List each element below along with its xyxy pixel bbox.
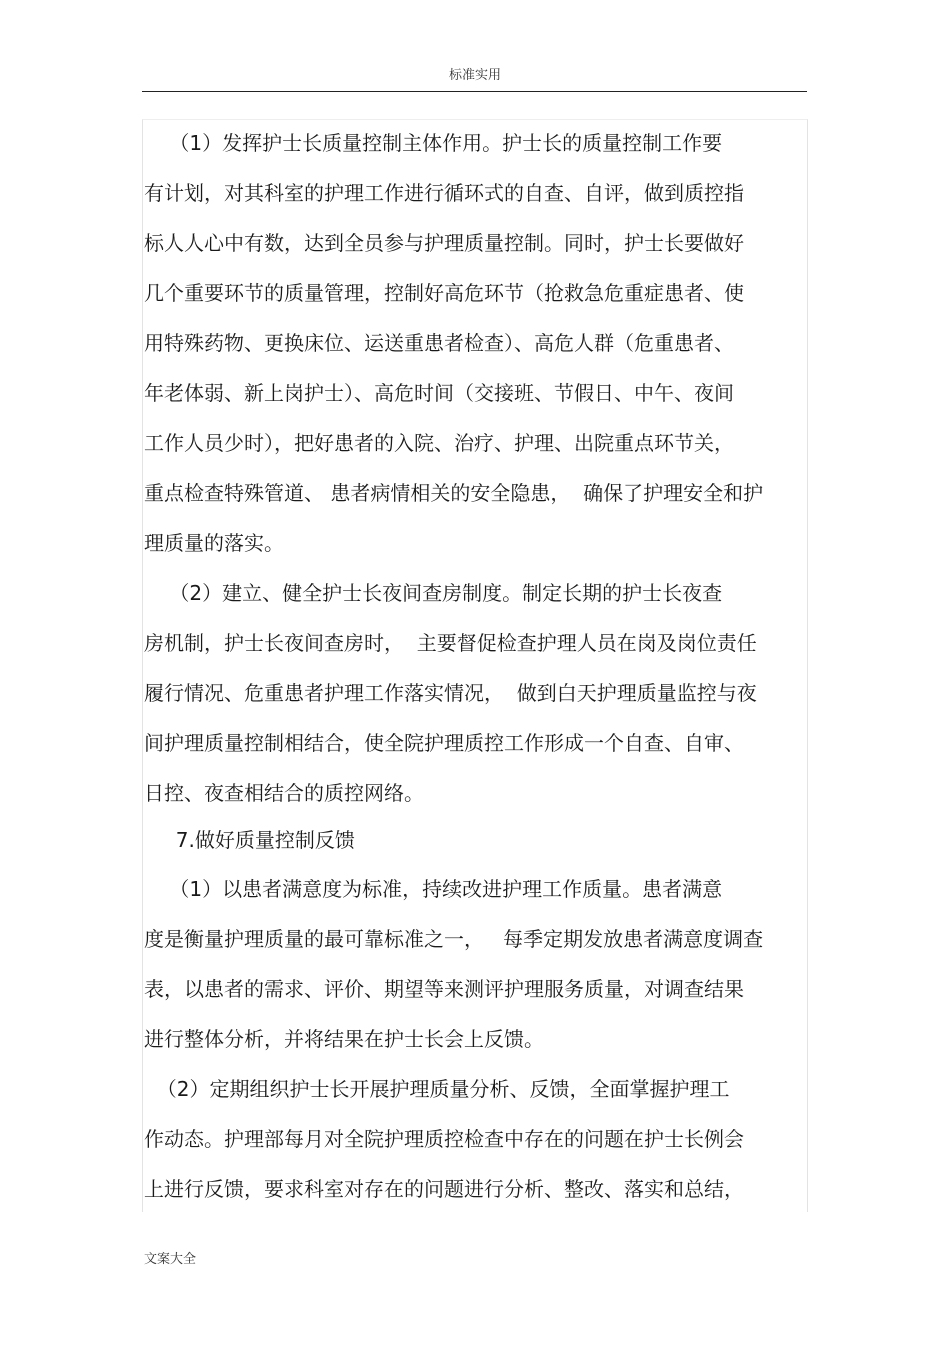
body-line: （2）定期组织护士长开展护理质量分析、反馈，全面掌握护理工 xyxy=(144,1077,730,1101)
page-footer: 文案大全 xyxy=(144,1252,197,1267)
body-line: 标人人心中有数，达到全员参与护理质量控制。同时，护士长要做好 xyxy=(144,231,744,255)
body-line: 有计划，对其科室的护理工作进行循环式的自查、自评，做到质控指 xyxy=(144,181,744,205)
body-line: 度是衡量护理质量的最可靠标准之一， 每季定期发放患者满意度调查 xyxy=(144,927,764,951)
body-line: （2）建立、健全护士长夜间查房制度。制定长期的护士长夜查 xyxy=(144,581,723,605)
body-line: 工作人员少时），把好患者的入院、治疗、护理、出院重点环节关， xyxy=(144,431,734,455)
page-header: 标准实用 xyxy=(448,68,501,83)
body-line: 表，以患者的需求、评价、期望等来测评护理服务质量，对调查结果 xyxy=(144,977,744,1001)
body-line: 履行情况、危重患者护理工作落实情况， 做到白天护理质量监控与夜 xyxy=(144,681,757,705)
body-line: 作动态。护理部每月对全院护理质控检查中存在的问题在护士长例会 xyxy=(144,1127,744,1151)
body-line: 年老体弱、新上岗护士）、高危时间（交接班、节假日、中午、夜间 xyxy=(144,381,734,405)
section-heading: 7.做好质量控制反馈 xyxy=(144,828,355,852)
body-line: 用特殊药物、更换床位、运送重患者检查）、高危人群（危重患者、 xyxy=(144,331,734,355)
body-line: （1）以患者满意度为标准，持续改进护理工作质量。患者满意 xyxy=(144,877,723,901)
body-line: 日控、夜查相结合的质控网络。 xyxy=(144,781,424,805)
body-line: 重点检查特殊管道、 患者病情相关的安全隐患， 确保了护理安全和护 xyxy=(144,481,764,505)
body-line: 理质量的落实。 xyxy=(144,531,284,555)
body-line: 间护理质量控制相结合，使全院护理质控工作形成一个自查、自审、 xyxy=(144,731,744,755)
body-line: 房机制，护士长夜间查房时， 主要督促检查护理人员在岗及岗位责任 xyxy=(144,631,757,655)
body-line: 进行整体分析，并将结果在护士长会上反馈。 xyxy=(144,1027,544,1051)
body-line: 几个重要环节的质量管理，控制好高危环节（抢救急危重症患者、使 xyxy=(144,281,744,305)
header-divider xyxy=(142,91,807,92)
body-line: （1）发挥护士长质量控制主体作用。护士长的质量控制工作要 xyxy=(144,131,723,155)
body-line: 上进行反馈，要求科室对存在的问题进行分析、整改、落实和总结， xyxy=(144,1177,744,1201)
